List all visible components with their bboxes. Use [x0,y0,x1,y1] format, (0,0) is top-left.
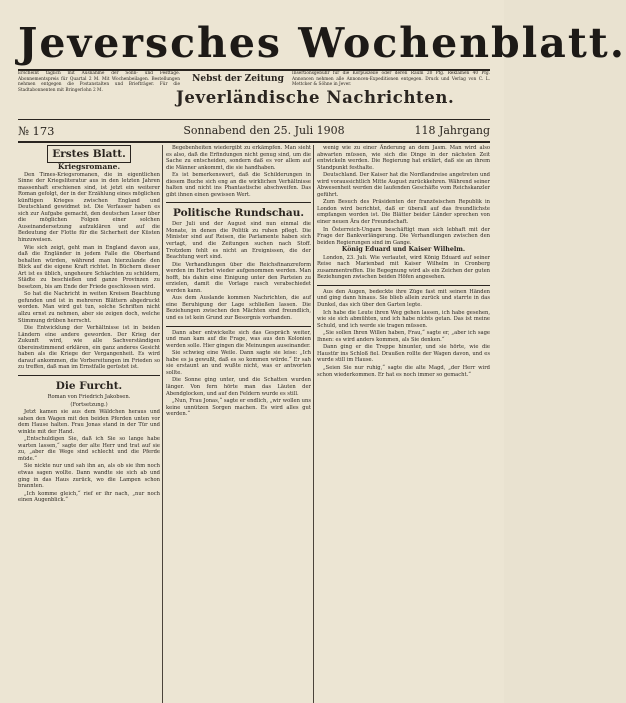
section-heading [18,145,160,163]
erstes-blatt-heading: Erstes Blatt. [47,145,131,163]
article-paragraph: Die Verhandlungen über die Reichsfinanzreform werden im Herbst wieder aufgenommen werden. Man hofft, bis dahin eine Einigung unter den Parteien zu erzielen, damit die Vorlage rasch verabschiedet werden kann. [166,261,311,294]
article-paragraph: Dann ging er die Treppe hinunter, und sie hörte, wie die Haustür ins Schloß fiel. Draußen rollte der Wagen davon, und es wurde still im Hause. [317,344,490,364]
issue-number: № 173 [18,124,55,138]
politics-heading: Politische Rundschau. [172,207,305,220]
column-1 [18,145,160,703]
article-paragraph: Die Sonne ging unter, und die Schatten wurden länger. Von fern hörte man das Läuten der Abendglocken, und auf den Feldern wurde es still. [166,377,311,397]
masthead-subtitle: Nebst der Zeitung [192,74,284,84]
article-paragraph: In Österreich-Ungarn beschäftigt man sich lebhaft mit der Frage der Bankverlängerung. Die Verhandlungen zwischen den beiden Regierungen sind im Gange. [317,226,490,246]
article-paragraph: „Ich komme gleich,“ rief er ihr nach, „nur noch einen Augenblick.“ [18,490,160,504]
masthead-left-notice: Erscheint täglich mit Ausnahme der Sonn- und Festtage. Abonnementspreis für Quartal 2 M. Mit Wochenbeilagen. Bestellungen nehmen entgegen die Postanstalten und Briefträger. Für die Stadtabonnenten mit Bringerlohn 2 M. [18,71,180,93]
second-title: Jeverländische Nachrichten. [176,88,455,107]
column-2 [166,145,311,703]
article-paragraph: Der Juli und der August sind nun einmal die Monate, in denen die Politik zu ruhen pflegt. Die Minister sind auf Reisen, die Parlamente haben sich vertagt, und die Zeitungen suchen nach Stoff. Trotzdem fehlt es nicht an Ereignissen, die der Beachtung wert sind. [166,221,311,261]
article-paragraph: So hat die Nachricht in weiten Kreisen Beachtung gefunden und ist in mehreren Blättern abgedruckt worden. Man wird gut tun, solche Schriften nicht allzu ernst zu nehmen, aber sie zeigen doch, welche Stimmung drüben herrscht. [18,291,160,324]
article-heading: König Eduard und Kaiser Wilhelm. [341,246,466,254]
issue-year: 118 Jahrgang [414,124,490,137]
article-paragraph: „Sie sollen Ihren Willen haben, Frau,“ sagte er, „aber ich sage Ihnen: es wird anders kommen, als Sie denken.“ [317,330,490,343]
section-rule [317,285,490,286]
serial-byline: Roman von Friedrich Jakobsen. [47,393,131,400]
column-3 [317,145,490,703]
article-paragraph: Ich habe die Leute ihren Weg gehen lassen, ich habe gesehen, wie sie sich abmühten, und ich habe nichts getan. Das ist meine Schuld, und ich werde sie tragen müssen. [317,309,490,329]
dateline-top-rule [18,119,490,120]
article-paragraph: „Seien Sie nur ruhig,“ sagte die alte Magd, „der Herr wird schon wiederkommen. Er hat es noch immer so gemacht.“ [317,364,490,378]
article-heading: Kriegsromane. [57,162,121,171]
article-paragraph: London, 23. Juli. Wie verlautet, wird König Eduard auf seiner Reise nach Marienbad mit Kaiser Wilhelm in Cronberg zusammentreffen. Die Begegnung wird als ein Zeichen der guten Beziehungen zwischen beiden Höfen angesehen. [317,254,490,281]
article-paragraph: Sie nickte nur und sah ihn an, als ob sie ihm noch etwas sagen wollte. Dann wandte sie sich ab und ging in das Haus zurück, wo die Lampen schon brannten. [18,463,160,490]
issue-date: Sonnabend den 25. Juli 1908 [183,124,345,137]
article-paragraph: Deutschland. Der Kaiser hat die Nordlandreise angetreten und wird voraussichtlich Mitte August zurückkehren. Während seiner Abwesenheit werden die laufenden Geschäfte vom Reichskanzler geführt. [317,172,490,198]
article-paragraph: Aus dem Auslande kommen Nachrichten, die auf eine Beruhigung der Lage schließen lassen. Die Beziehungen zwischen den Mächten sind freundlich, und es ist kein Grund zur Besorgnis vorhanden. [166,295,311,322]
section-rule [166,326,311,327]
article-paragraph: Den Times-Kriegsromanen, die in eigentlichen Sinne der Kriegsliteratur aus in den letzten Jahren massenhaft erschienen sind, ist jetzt ein weiterer Roman gefolgt, der in der Erzählung eines möglichen künftigen Krieges zwischen England und Deutschland gewidmet ist. Die Verfasser haben es sich zur Aufgabe gemacht, den deutschen Leser über die möglichen Folgen einer solchen Auseinandersetzung aufzuklären und auf die Bedeutung der Flotte für die Sicherheit der Küsten hinzuweisen. [18,171,160,244]
serial-heading: Die Furcht. [55,379,123,392]
article-paragraph: „Nun, Frau Jonas,“ sagte er endlich, „wir wollen uns keine unnützen Sorgen machen. Es wird alles gut werden.“ [166,398,311,418]
article-paragraph: Es ist bemerkenswert, daß die Schilderungen in diesem Buche sich eng an die wirklichen Verhältnisse halten und nicht ins Phantastische abschweifen. Das gibt ihnen einen gewissen Wert. [166,172,311,198]
article-paragraph: Die Entwicklung der Verhältnisse ist in beiden Ländern eine andere geworden. Der Krieg der Zukunft wird, wie alle Sachverständigen übereinstimmend erklären, ein ganz anderes Gesicht haben als die Kriege der Vergangenheit. Es wird darauf ankommen, die Vorbereitungen im Frieden so zu treffen, daß man im Ernstfalle gerüstet ist. [18,325,160,371]
masthead-title: Jeversches Wochenblatt. [18,19,626,67]
column-divider [162,145,163,703]
serial-continuation: (Fortsetzung.) [70,401,108,408]
masthead-right-notice: Insertionsgebühr für die Korpuszeile oder deren Raum 20 Pfg. Reklamen 40 Pfg. Annoncen nehmen alle Annoncen-Expeditionen entgegen. Druck und Verlag von C. L. Mettcker & Söhne in Jever. [292,71,490,88]
article-paragraph: Sie schwieg eine Weile. Dann sagte sie leise: „Ich habe es ja gewußt, daß es so kommen würde.“ Er sah sie erstaunt an und wußte nicht, was er antworten sollte. [166,350,311,376]
article-paragraph: Zum Besuch des Präsidenten der französischen Republik in London wird berichtet, daß er überall auf das freundlichste empfangen worden ist. Die Blätter beider Länder sprechen von einer neuen Ära der Freundschaft. [317,199,490,226]
article-paragraph: Aus den Augen, bedeckte ihre Züge fast mit seinen Händen und ging dann hinaus. Sie blieb allein zurück und starrte in das Dunkel, das sich über den Garten legte. [317,288,490,309]
article-paragraph: Jetzt kamen sie aus dem Wäldchen heraus und sahen den Wagen mit den beiden Pferden unten vor dem Hause halten. Frau Jonas stand in der Tür und winkte mit der Hand. [18,409,160,435]
article-paragraph: „Entschuldigen Sie, daß ich Sie so lange habe warten lassen,“ sagte der alte Herr und trat auf sie zu, „aber die Wege sind schlecht und die Pferde müde.“ [18,436,160,462]
article-paragraph: Dann aber entwickelte sich das Gespräch weiter, und man kam auf die Frage, was aus den Kolonien werden solle. Hier gingen die Meinungen auseinander. [166,329,311,349]
column-divider [313,145,314,703]
dateline-bottom-rule [18,141,490,143]
article-paragraph: Begebenheiten wiedergibt zu erkämpfen. Man sieht es also, daß die Erfindungen nicht genug sind, um die Sache zu entscheiden, sondern daß es vor allem auf die Männer ankommt, die sie handhaben. [166,145,311,171]
article-paragraph: Wie sich zeigt, geht man in England davon aus, daß die Engländer in jedem Falle die Oberhand behalten würden, während man hierzulande den Blick auf die eigene Kraft richtet. In Büchern dieser Art ist es üblich, ungeheure Schlachten zu schildern, Städte zu beschießen und ganze Provinzen zu besetzen, bis am Ende der Friede geschlossen wird. [18,244,160,290]
article-paragraph: wenig wie zu einer Änderung an dem Jasm. Man wird also abwarten müssen, wie sich die Dinge in der nächsten Zeit entwickeln werden. Die Regierung hat erklärt, daß sie an ihrem Standpunkt festhalte. [317,145,490,171]
section-rule [166,202,311,203]
section-rule [18,375,160,376]
